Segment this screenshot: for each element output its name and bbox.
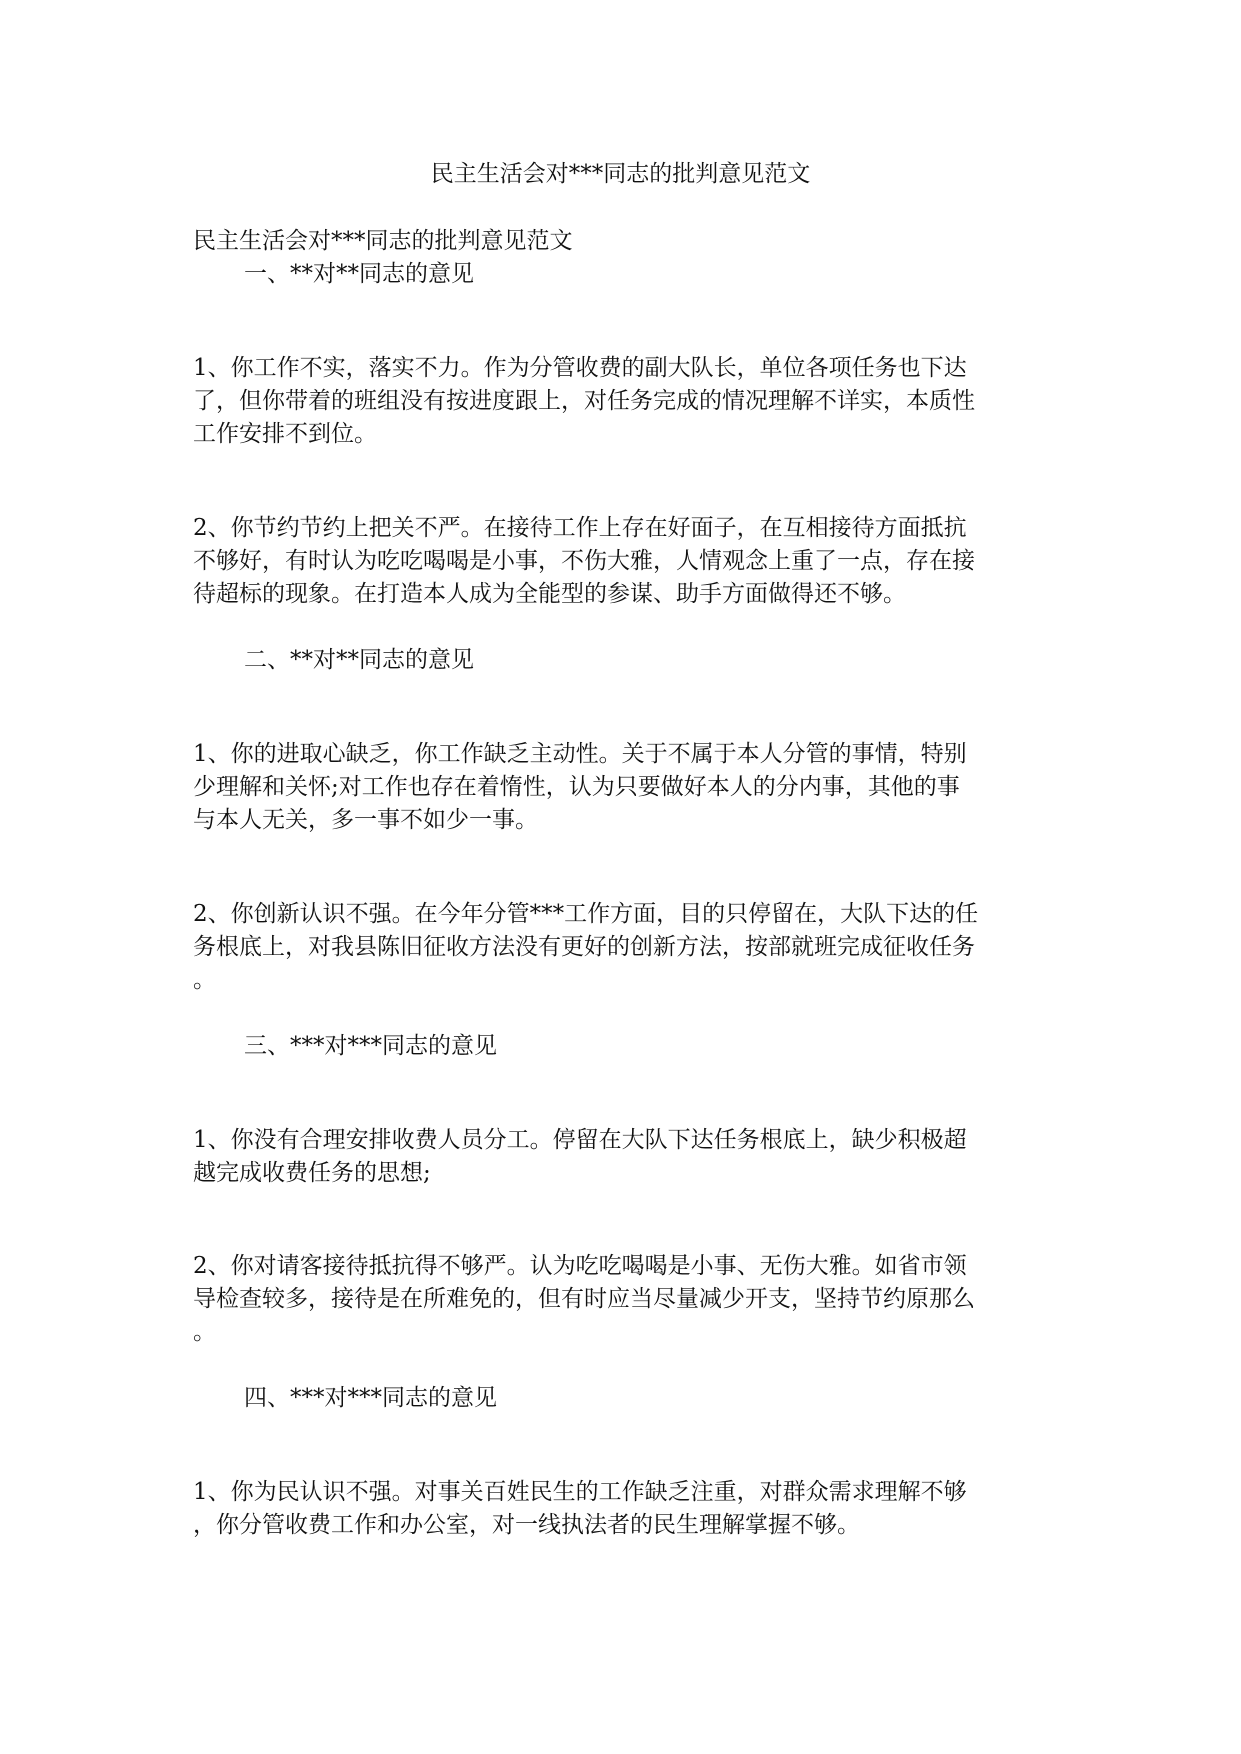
paragraph-line: ，你分管收费工作和办公室，对一线执法者的民生理解掌握不够。 (193, 1512, 860, 1538)
paragraph-line: 1、你工作不实，落实不力。作为分管收费的副大队长，单位各项任务也下达 (193, 355, 967, 381)
paragraph-1-2 (193, 512, 1053, 611)
paragraph-2-2 (193, 898, 1053, 997)
paragraph-line: 导检查较多，接待是在所难免的，但有时应当尽量减少开支，坚持节约原那么 (193, 1286, 975, 1312)
paragraph-line: 1、你的进取心缺乏，你工作缺乏主动性。关于不属于本人分管的事情，特别 (193, 741, 967, 767)
paragraph-line: 少理解和关怀;对工作也存在着惰性，认为只要做好本人的分内事，其他的事 (193, 774, 960, 800)
paragraph-line: 越完成收费任务的思想; (193, 1160, 431, 1186)
paragraph-line: 2、你节约节约上把关不严。在接待工作上存在好面子，在互相接待方面抵抗 (193, 515, 967, 541)
paragraph-line: 2、你对请客接待抵抗得不够严。认为吃吃喝喝是小事、无伤大雅。如省市领 (193, 1253, 967, 1279)
paragraph-line: 务根底上，对我县陈旧征收方法没有更好的创新方法，按部就班完成征收任务 (193, 934, 975, 960)
section-heading-2: 二、**对**同志的意见 (244, 647, 474, 673)
paragraph-line: 1、你没有合理安排收费人员分工。停留在大队下达任务根底上，缺少积极超 (193, 1127, 967, 1153)
section-heading-1: 一、**对**同志的意见 (244, 261, 474, 287)
paragraph-line: 待超标的现象。在打造本人成为全能型的参谋、助手方面做得还不够。 (193, 581, 906, 607)
paragraph-line: 1、你为民认识不强。对事关百姓民生的工作缺乏注重，对群众需求理解不够 (193, 1479, 967, 1505)
document-subtitle: 民主生活会对***同志的批判意见范文 (193, 228, 573, 254)
paragraph-line: 。 (193, 967, 216, 993)
paragraph-line: 了，但你带着的班组没有按进度跟上，对任务完成的情况理解不详实，本质性 (193, 388, 975, 414)
paragraph-3-2 (193, 1250, 1053, 1349)
paragraph-line: 2、你创新认识不强。在今年分管***工作方面，目的只停留在，大队下达的任 (193, 901, 979, 927)
paragraph-line: 。 (193, 1319, 216, 1345)
section-heading-4: 四、***对***同志的意见 (244, 1385, 497, 1411)
page-title: 民主生活会对***同志的批判意见范文 (430, 161, 811, 187)
paragraph-1-1 (193, 352, 1053, 451)
paragraph-line: 不够好，有时认为吃吃喝喝是小事，不伤大雅，人情观念上重了一点，存在接 (193, 548, 975, 574)
paragraph-3-1 (193, 1124, 1053, 1190)
paragraph-4-1 (193, 1476, 1053, 1542)
paragraph-line: 与本人无关，多一事不如少一事。 (193, 807, 538, 833)
paragraph-2-1 (193, 738, 1053, 837)
section-heading-3: 三、***对***同志的意见 (244, 1033, 497, 1059)
paragraph-line: 工作安排不到位。 (193, 421, 377, 447)
